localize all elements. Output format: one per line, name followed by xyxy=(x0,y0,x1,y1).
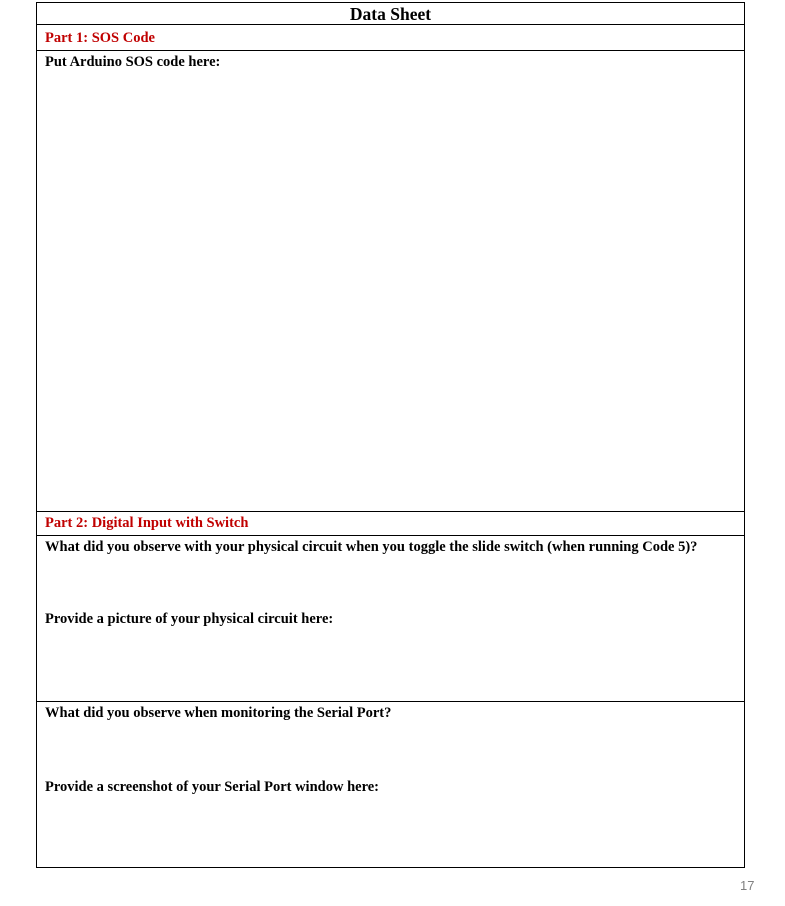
switch-observation-spacer xyxy=(45,557,732,610)
sos-code-answer-box[interactable] xyxy=(36,51,745,512)
page-number: 17 xyxy=(740,878,755,893)
switch-observation-question: What did you observe with your physical circuit when you toggle the slide switch (when running Code 5)? xyxy=(45,539,698,555)
circuit-picture-prompt: Provide a picture of your physical circuit here: xyxy=(45,611,334,627)
part2-heading: Part 2: Digital Input with Switch xyxy=(45,515,249,531)
serial-port-answer-box[interactable] xyxy=(36,702,745,868)
data-sheet-title-row xyxy=(36,2,745,25)
part1-heading: Part 1: SOS Code xyxy=(45,30,155,46)
part2-heading-row xyxy=(36,512,745,536)
switch-observation-answer-box[interactable] xyxy=(36,536,745,702)
part1-heading-row xyxy=(36,25,745,51)
serial-screenshot-prompt: Provide a screenshot of your Serial Port window here: xyxy=(45,779,380,795)
data-sheet-title: Data Sheet xyxy=(349,4,432,24)
data-sheet-table xyxy=(36,2,745,868)
serial-port-question: What did you observe when monitoring the Serial Port? xyxy=(45,705,392,721)
serial-port-spacer xyxy=(45,723,732,778)
sos-code-prompt: Put Arduino SOS code here: xyxy=(45,54,221,70)
